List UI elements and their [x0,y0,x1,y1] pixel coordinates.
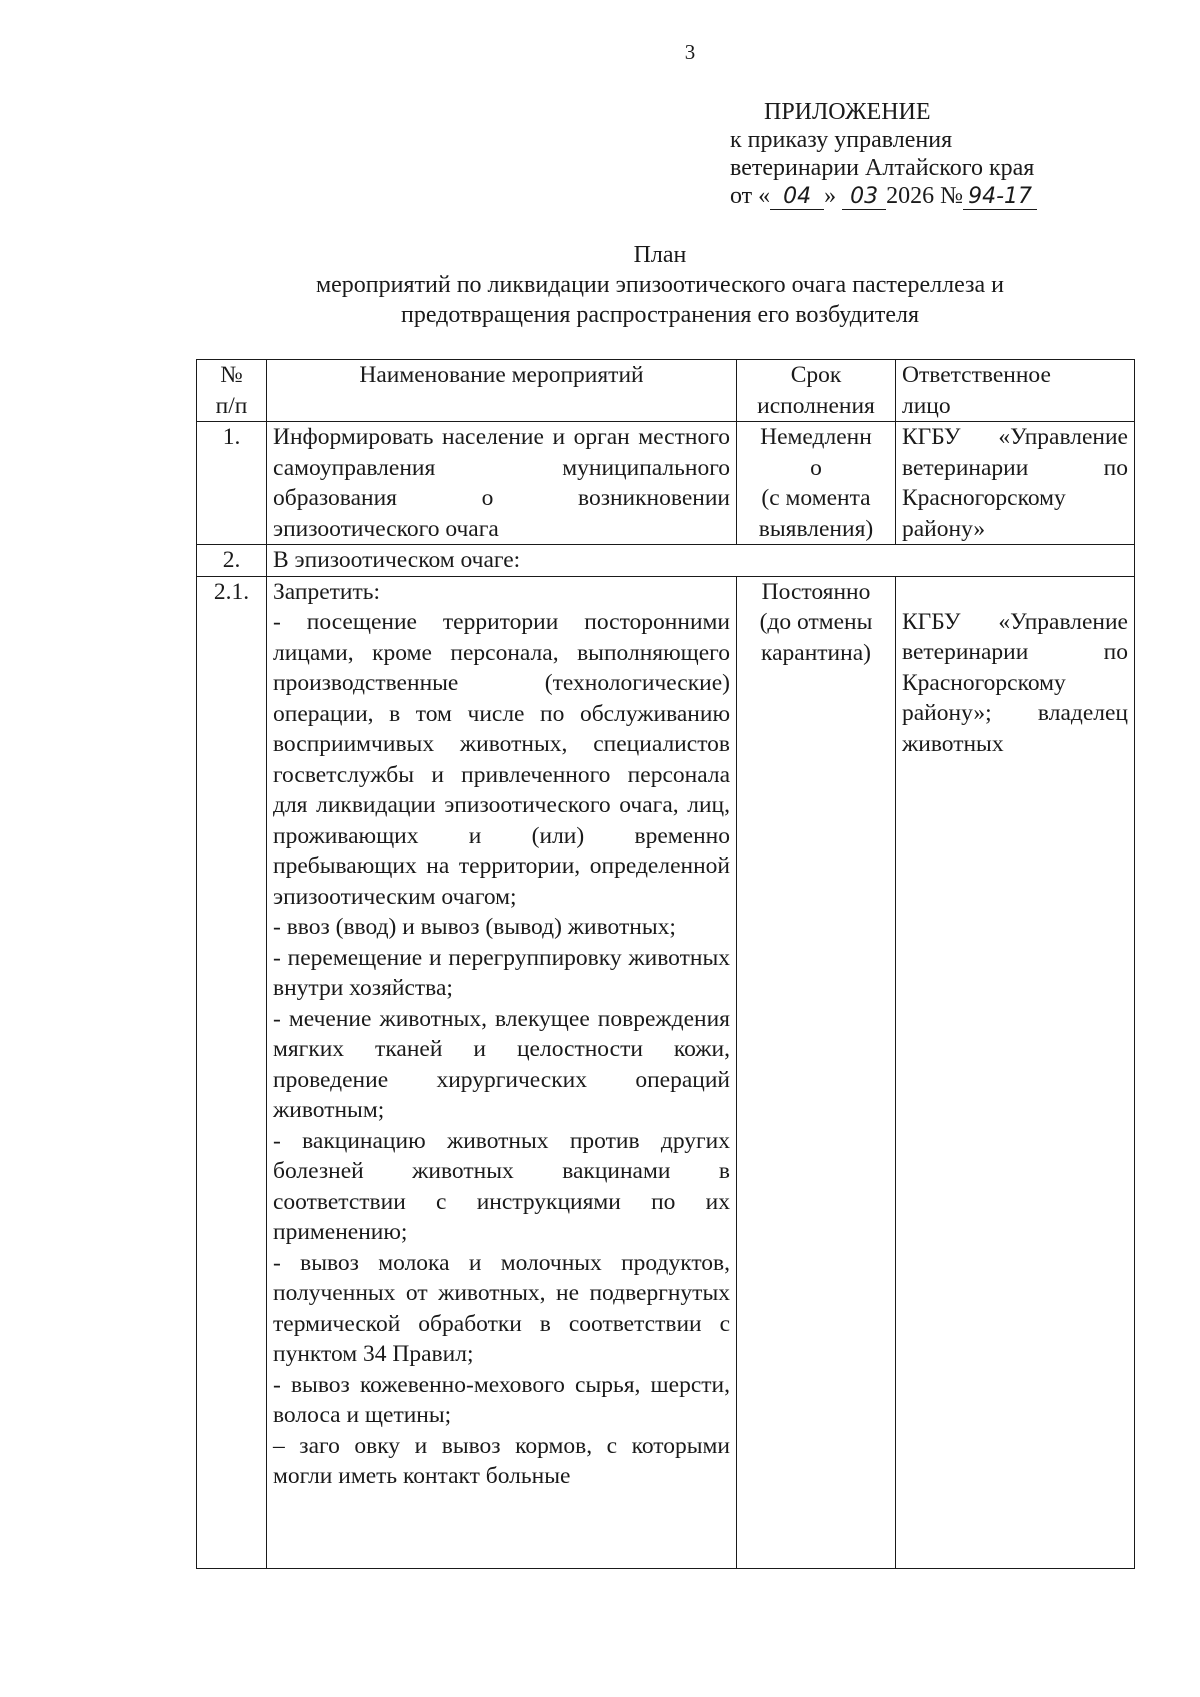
header-term [737,360,896,422]
header-number [197,360,267,422]
table-row [197,576,1135,1568]
header-responsible-line-1: Ответственное [902,362,1051,388]
row-responsible: КГБУ «Управление ветеринарии по Красногорскому району»; владелец животных [896,576,1135,1568]
row-term-line-1: Немедленн [760,424,872,450]
row-responsible: КГБУ «Управление ветеринарии по Красногорскому району» [896,422,1135,545]
header-number-line-1: № [220,362,243,388]
title-line-3: предотвращения распространения его возбудителя [400,302,919,328]
row-term [737,576,896,1568]
appendix-line-1: к приказу управления [730,127,953,153]
measure-line: - мечение животных, влекущее повреждения мягких тканей и целостности кожи, проведение хирургических операций животным; [273,1005,730,1123]
title-line-1: План [633,242,687,268]
date-year: 2026 [886,183,935,209]
date-day-handwritten: 04 [770,185,824,210]
appendix-block [730,98,1037,210]
measure-line: – заго овку и вывоз кормов, с которыми могли иметь контакт больные [273,1432,730,1489]
header-number-line-2: п/п [215,392,248,419]
measure-line: - ввоз (ввод) и вывоз (вывод) животных; [273,914,676,940]
table-row [197,422,1135,545]
row-measure [267,576,737,1568]
title-line-2: мероприятий по ликвидации эпизоотического очага пастереллеза и [315,272,1005,298]
date-month-handwritten: 03 [842,185,886,210]
header-name: Наименование мероприятий [267,360,737,422]
date-prefix: от « [730,183,771,209]
number-prefix: № [940,183,964,209]
row-number: 2. [197,545,267,577]
header-term-line-1: Срок [790,362,842,388]
measures-table [196,359,1135,1569]
date-mid: » [824,183,837,209]
appendix-date-line [730,182,1037,210]
row-number: 2.1. [197,576,267,1568]
row-measure: Информировать население и орган местного самоуправления муниципального образования о возникновении эпизоотического очага [267,422,737,545]
measure-line: - вывоз молока и молочных продуктов, полученных от животных, не подвергнутых термической обработки в соответствии с пунктом 34 Правил; [273,1249,730,1367]
page-number: 3 [684,40,696,64]
row-section-title: В эпизоотическом очаге: [267,545,1135,577]
table-row [197,545,1135,577]
table-header-row [197,360,1135,422]
measure-line: Запретить: [273,578,381,605]
row-term-line-4: выявления) [758,515,874,542]
measure-line: - вакцинацию животных против других болезней животных вакцинами в соответствии с инструкциями по их применению; [273,1127,730,1245]
document-title [140,240,1180,330]
row-term-line-2: (до отмены [759,609,873,635]
row-term-line-3: (с момента [761,485,871,511]
order-number-handwritten: 94-17 [963,185,1037,210]
row-term-line-3: карантина) [761,639,871,666]
row-term [737,422,896,545]
measure-line: - посещение территории посторонними лицами, кроме персонала, выполняющего производственные (технологические) операции, в том числе по обслуживанию восприимчивых животных, специалистов госветслужбы и привлеченного персонала для ликвидации эпизоотического очага, лиц, проживающих и (или) временно пребывающих на территории, определенной эпизоотическим очагом; [273,609,730,910]
header-responsible-line-2: лицо [902,392,951,419]
header-term-line-2: исполнения [757,392,875,419]
row-term-line-1: Постоянно [761,578,871,605]
measure-line: - перемещение и перегруппировку животных внутри хозяйства; [273,944,730,1001]
measure-line: - вывоз кожевенно-мехового сырья, шерсти, волоса и щетины; [273,1371,730,1428]
appendix-heading: ПРИЛОЖЕНИЕ [764,99,931,125]
header-responsible [896,360,1135,422]
appendix-line-2: ветеринарии Алтайского края [730,155,1035,181]
row-number: 1. [197,422,267,545]
row-term-line-2: о [810,454,822,481]
